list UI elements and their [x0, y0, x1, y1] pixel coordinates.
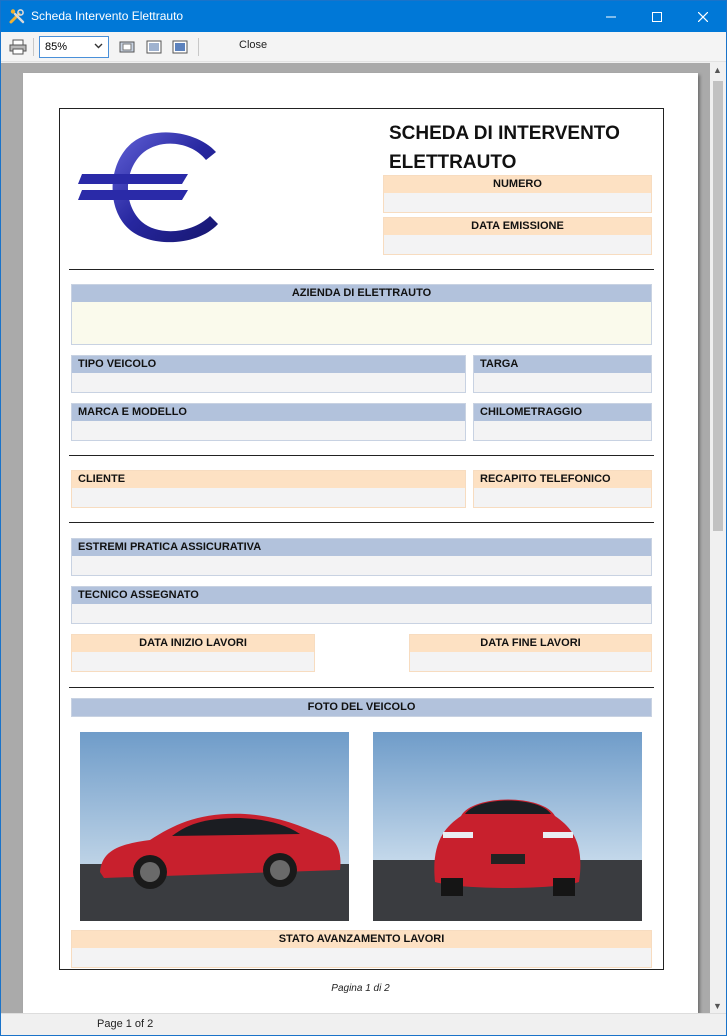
euro-logo-icon — [78, 128, 228, 248]
maximize-button[interactable] — [634, 1, 680, 32]
minimize-icon — [606, 12, 616, 22]
toolbar-separator — [198, 38, 199, 56]
chevron-down-icon — [94, 41, 103, 53]
minimize-button[interactable] — [588, 1, 634, 32]
four-page-icon — [172, 40, 188, 54]
stato-field — [71, 930, 652, 968]
page-info: Page 1 of 2 — [97, 1018, 154, 1030]
data-inizio-field — [71, 634, 315, 672]
foto-header — [71, 698, 652, 717]
tipo-veicolo-field — [71, 355, 466, 393]
recapito-field — [473, 470, 652, 508]
two-page-icon — [146, 40, 162, 54]
divider — [69, 687, 654, 688]
cliente-value — [72, 488, 465, 507]
recapito-value — [474, 488, 651, 507]
window-title: Scheda Intervento Elettrauto — [31, 9, 184, 23]
data-inizio-label: DATA INIZIO LAVORI — [72, 635, 314, 652]
title-line-1: SCHEDA DI INTERVENTO — [389, 123, 620, 144]
estremi-field — [71, 538, 652, 576]
data-fine-label: DATA FINE LAVORI — [410, 635, 651, 652]
close-button[interactable]: Close — [239, 39, 268, 51]
one-page-icon — [119, 40, 135, 54]
title-line-2: ELETTRAUTO — [389, 152, 517, 173]
marca-modello-label: MARCA E MODELLO — [72, 404, 465, 421]
azienda-label: AZIENDA DI ELETTRAUTO — [72, 285, 651, 302]
scroll-down-icon[interactable]: ▼ — [713, 1001, 722, 1011]
scrollbar-thumb[interactable] — [713, 81, 723, 531]
marca-modello-value — [72, 421, 465, 440]
chilometraggio-label: CHILOMETRAGGIO — [474, 404, 651, 421]
marca-modello-field — [71, 403, 466, 441]
maximize-icon — [652, 12, 662, 22]
document-page — [23, 73, 698, 1013]
numero-value — [384, 193, 651, 212]
data-fine-value — [410, 652, 651, 671]
printer-icon — [9, 39, 27, 55]
tipo-veicolo-label: TIPO VEICOLO — [72, 356, 465, 373]
chilometraggio-value — [474, 421, 651, 440]
chilometraggio-field — [473, 403, 652, 441]
zoom-value: 85% — [45, 41, 68, 53]
cliente-field — [71, 470, 466, 508]
data-emissione-value — [384, 235, 651, 254]
azienda-value — [72, 302, 651, 344]
print-preview-area[interactable] — [1, 63, 710, 1013]
recapito-label: RECAPITO TELEFONICO — [474, 471, 651, 488]
toolbar-separator — [33, 38, 34, 56]
foto-label: FOTO DEL VEICOLO — [72, 699, 651, 716]
page-footer: Pagina 1 di 2 — [331, 983, 390, 994]
title-bar — [1, 1, 726, 32]
status-bar — [1, 1013, 726, 1035]
estremi-label: ESTREMI PRATICA ASSICURATIVA — [72, 539, 651, 556]
numero-label: NUMERO — [384, 176, 651, 193]
tecnico-field — [71, 586, 652, 624]
cliente-label: CLIENTE — [72, 471, 465, 488]
car-side-photo — [80, 732, 349, 921]
close-window-button[interactable] — [680, 1, 726, 32]
data-fine-field — [409, 634, 652, 672]
scroll-up-icon[interactable]: ▲ — [713, 65, 722, 75]
azienda-field — [71, 284, 652, 345]
zoom-select[interactable] — [39, 36, 109, 58]
numero-field — [383, 175, 652, 213]
tipo-veicolo-value — [72, 373, 465, 392]
tools-icon — [9, 8, 25, 24]
estremi-value — [72, 556, 651, 575]
two-page-button[interactable] — [144, 37, 164, 57]
data-inizio-value — [72, 652, 314, 671]
data-emissione-field — [383, 217, 652, 255]
targa-field — [473, 355, 652, 393]
divider — [69, 455, 654, 456]
stato-label: STATO AVANZAMENTO LAVORI — [72, 931, 651, 948]
car-front-photo — [373, 732, 642, 921]
vertical-scrollbar[interactable] — [710, 63, 726, 1013]
document-title — [389, 119, 649, 177]
toolbar — [1, 32, 726, 62]
four-page-button[interactable] — [170, 37, 190, 57]
targa-value — [474, 373, 651, 392]
data-emissione-label: DATA EMISSIONE — [384, 218, 651, 235]
close-icon — [698, 12, 708, 22]
tecnico-label: TECNICO ASSEGNATO — [72, 587, 651, 604]
one-page-button[interactable] — [117, 37, 137, 57]
tecnico-value — [72, 604, 651, 623]
stato-value — [72, 948, 651, 967]
divider — [69, 269, 654, 270]
print-button[interactable] — [8, 37, 28, 57]
divider — [69, 522, 654, 523]
targa-label: TARGA — [474, 356, 651, 373]
